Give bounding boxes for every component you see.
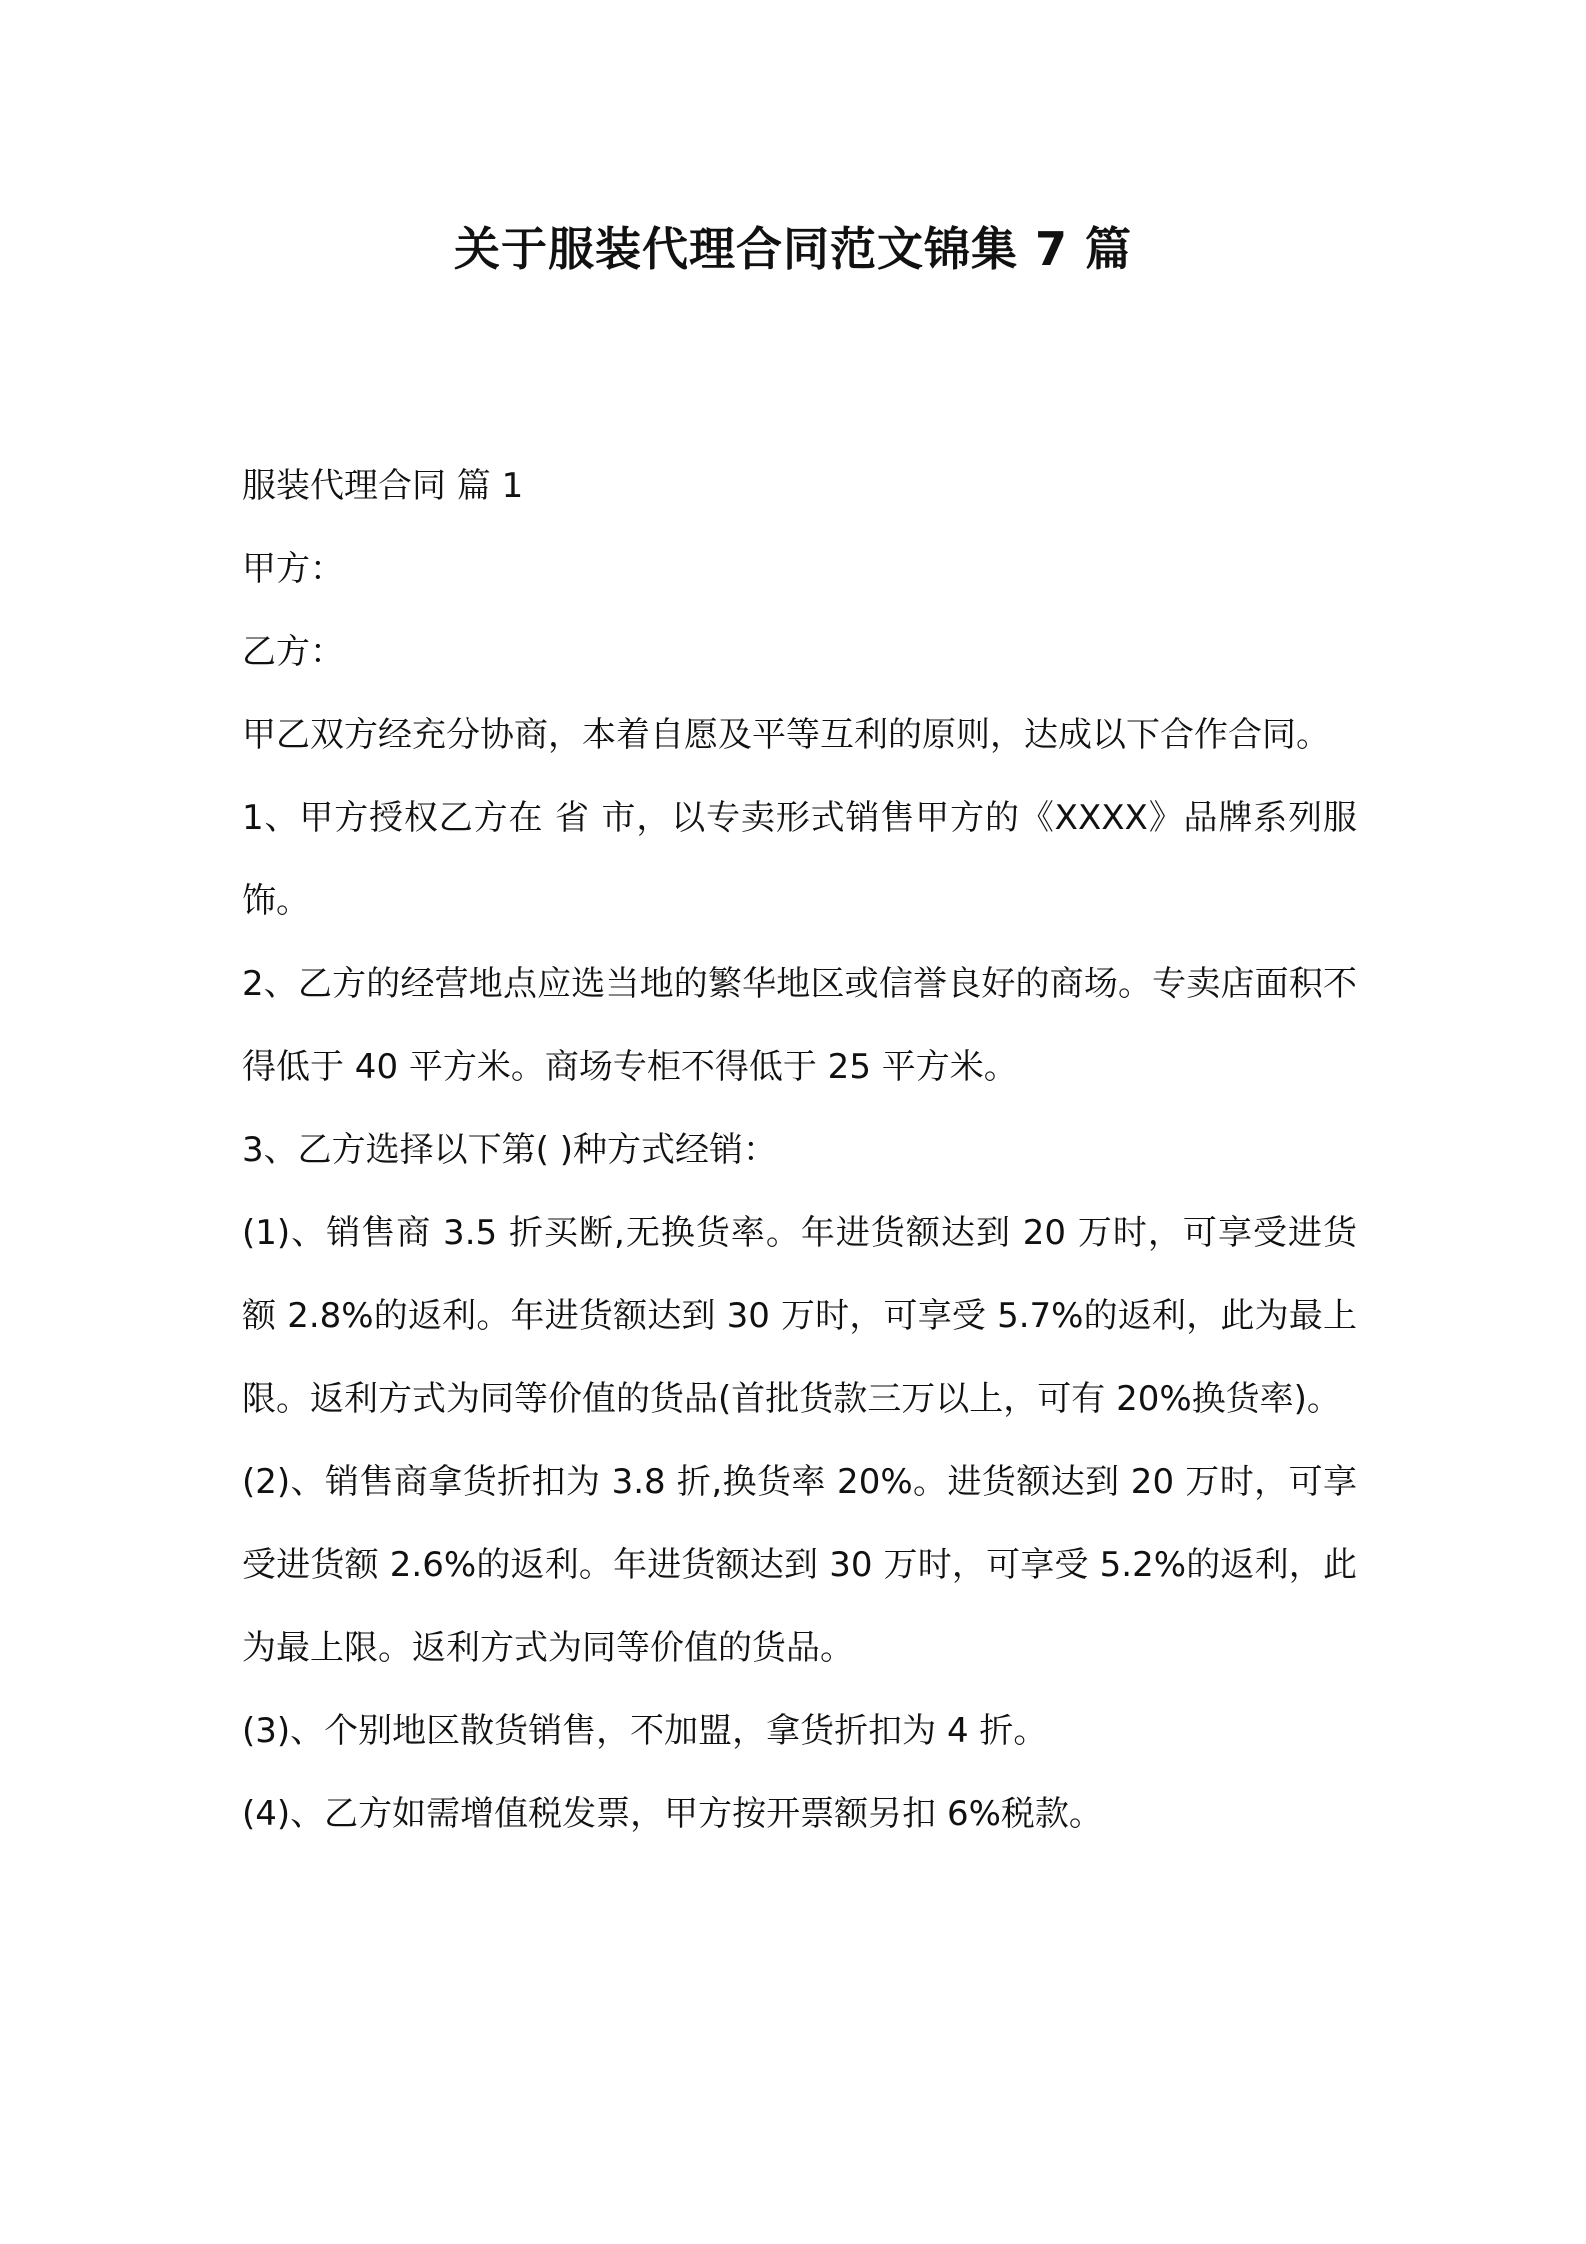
clause-3: 3、乙方选择以下第( )种方式经销：: [242, 1130, 777, 1170]
clause-3-option-3: (3)、个别地区散货销售，不加盟，拿货折扣为 4 折。: [242, 1711, 1048, 1751]
party-a-line: 甲方：: [242, 549, 344, 589]
clause-3-option-2: (2)、销售商拿货折扣为 3.8 折,换货率 20%。进货额达到 20 万时，可享受进货额 2.6%的返利。年进货额达到 30 万时，可享受 5.2%的返利，此为最上限。返利方式为同等价值的货品。: [242, 1462, 1357, 1668]
document-body: [242, 445, 1357, 1856]
preamble-paragraph: 甲乙双方经充分协商，本着自愿及平等互利的原则，达成以下合作合同。: [242, 715, 1330, 755]
clause-3-option-4: (4)、乙方如需增值税发票，甲方按开票额另扣 6%税款。: [242, 1794, 1103, 1834]
clause-2: 2、乙方的经营地点应选当地的繁华地区或信誉良好的商场。专卖店面积不得低于 40 平方米。商场专柜不得低于 25 平方米。: [242, 964, 1357, 1087]
clause-1: 1、甲方授权乙方在 省 市，以专卖形式销售甲方的《XXXX》品牌系列服饰。: [242, 798, 1357, 921]
section-heading: 服装代理合同 篇 1: [242, 466, 524, 506]
clause-3-option-1: (1)、销售商 3.5 折买断,无换货率。年进货额达到 20 万时，可享受进货额 2.8%的返利。年进货额达到 30 万时，可享受 5.7%的返利，此为最上限。返利方式为同等价值的货品(首批货款三万以上，可有 20%换货率)。: [242, 1213, 1357, 1419]
document-title: 关于服装代理合同范文锦集 7 篇: [453, 222, 1133, 276]
party-b-line: 乙方：: [242, 632, 344, 672]
